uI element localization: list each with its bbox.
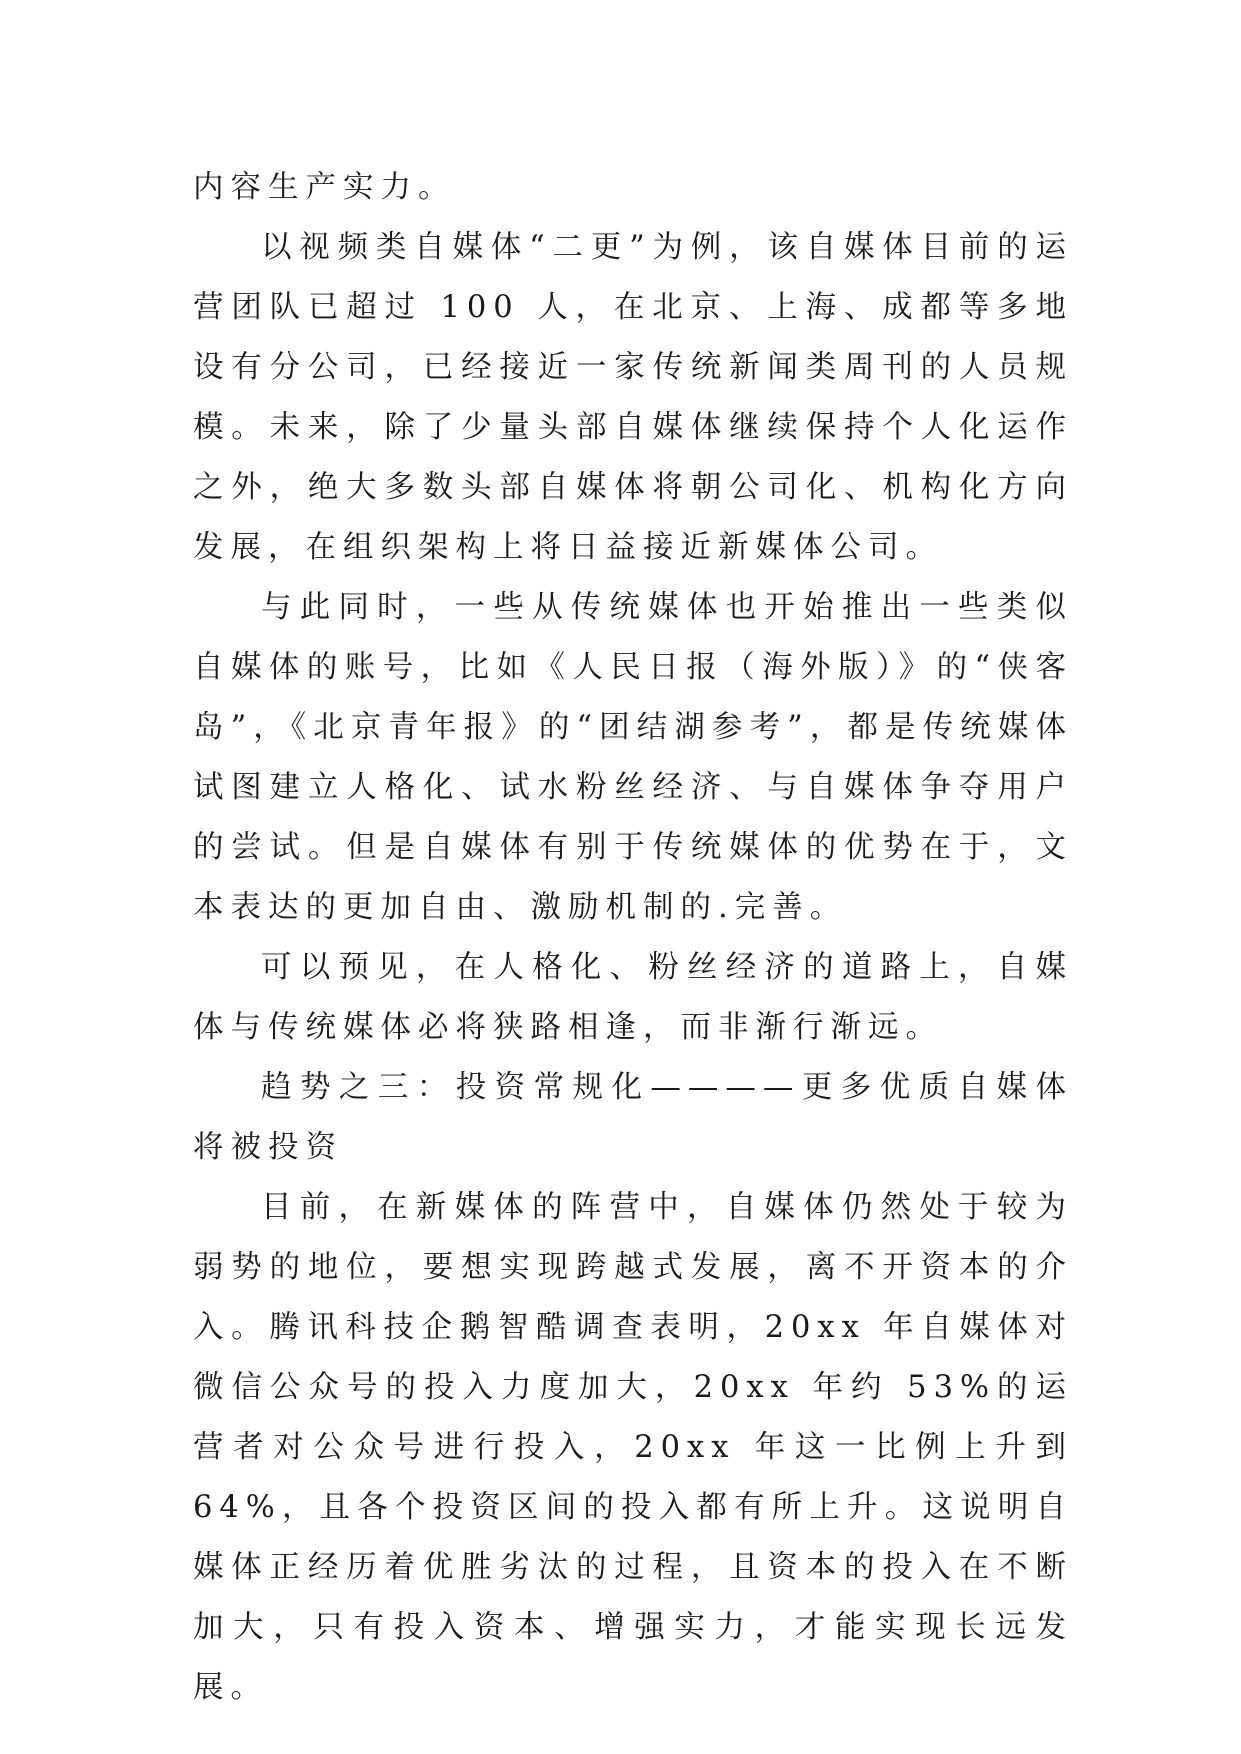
section-heading: 趋势之三：投资常规化————更多优质自媒体将被投资 — [193, 1070, 1073, 1165]
paragraph: 以视频类自媒体“二更”为例，该自媒体目前的运营团队已超过 100 人，在北京、上海、成都等多地设有分公司，已经接近一家传统新闻类周刊的人员规模。未来，除了少量头部自媒体继续保持个人化运作之外，绝大多数头部自媒体将朝公司化、机构化方向发展，在组织架构上将日益接近新媒体公司。 — [193, 230, 1073, 565]
paragraph: 可以预见，在人格化、粉丝经济的道路上，自媒体与传统媒体必将狭路相逢，而非渐行渐远。 — [193, 950, 1073, 1045]
paragraph: 内容生产实力。 — [193, 170, 456, 205]
paragraph: 与此同时，一些从传统媒体也开始推出一些类似自媒体的账号，比如《人民日报（海外版）》的“侠客岛”，《北京青年报》的“团结湖参考”，都是传统媒体试图建立人格化、试水粉丝经济、与自媒体争夺用户的尝试。但是自媒体有别于传统媒体的优势在于，文本表达的更加自由、激励机制的.完善。 — [193, 590, 1073, 925]
paragraph: 目前，在新媒体的阵营中，自媒体仍然处于较为弱势的地位，要想实现跨越式发展，离不开资本的介入。腾讯科技企鹅智酷调查表明，20xx 年自媒体对微信公众号的投入力度加大，20xx 年约 53%的运营者对公众号进行投入，20xx 年这一比例上升到 64%，且各个投资区间的投入都有所上升。这说明自媒体正经历着优胜劣汰的过程，且资本的投入在不断加大，只有投入资本、增强实力，才能实现长远发展。 — [193, 1190, 1073, 1705]
document-body — [193, 158, 1073, 1718]
